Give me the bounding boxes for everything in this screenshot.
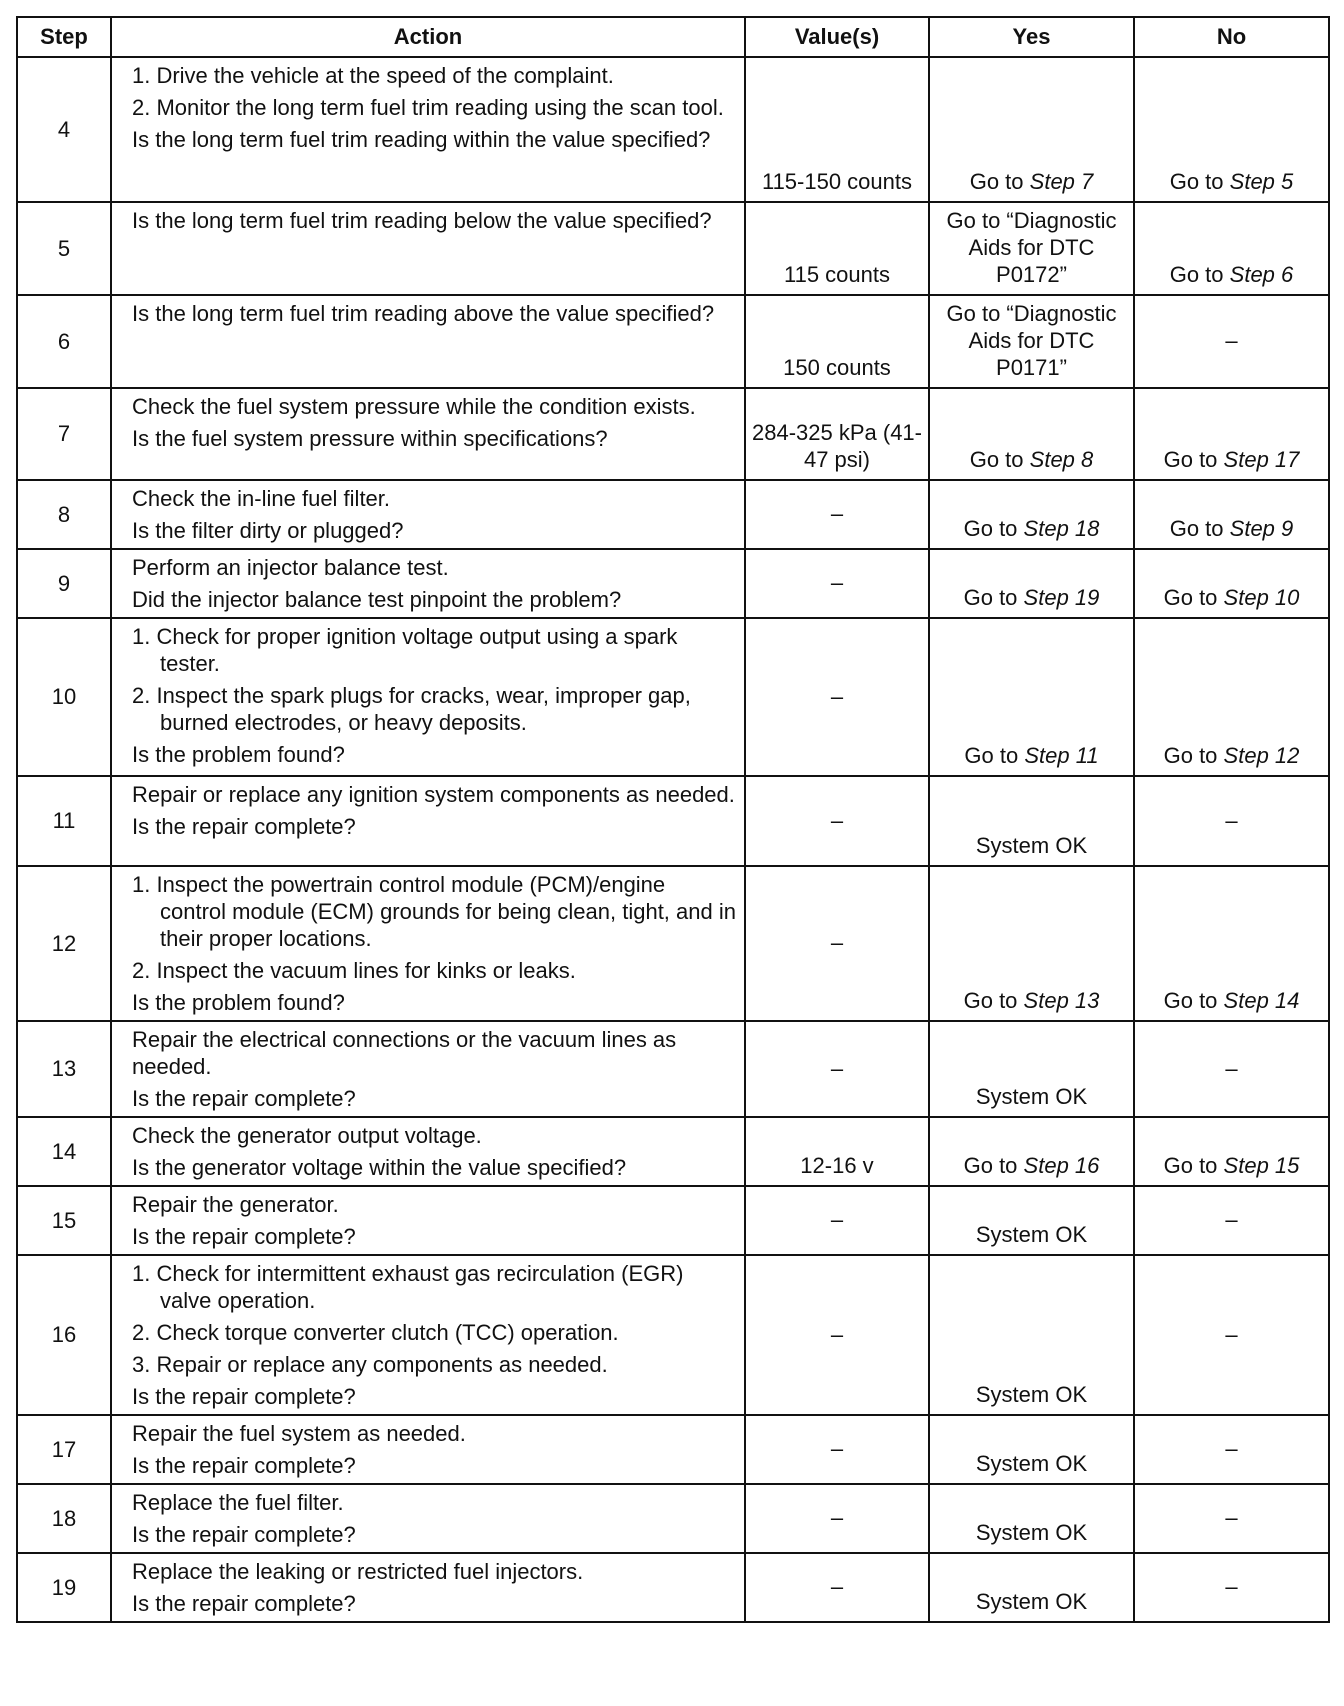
table-header-row — [17, 17, 1329, 57]
step-number: 13 — [17, 1021, 111, 1117]
action-question: Is the repair complete? — [132, 1591, 356, 1616]
table-row — [17, 1021, 1329, 1117]
action-cell — [111, 1021, 745, 1117]
yes-cell — [929, 549, 1134, 618]
action-question: Is the fuel system pressure within specifications? — [132, 426, 608, 451]
action-cell — [111, 549, 745, 618]
step-number: 19 — [17, 1553, 111, 1622]
goto-step-link: Step 16 — [1023, 1153, 1100, 1178]
action-question: Did the injector balance test pinpoint the problem? — [132, 587, 622, 612]
step-number: 12 — [17, 866, 111, 1021]
goto-prefix: Go to — [1169, 516, 1224, 541]
action-item: Check the generator output voltage. — [132, 1123, 482, 1148]
action-question: Is the repair complete? — [132, 1384, 356, 1409]
step-number: 7 — [17, 388, 111, 480]
goto-step-link: Step 15 — [1223, 1153, 1300, 1178]
header-step: Step — [17, 17, 111, 57]
no-cell — [1134, 57, 1329, 202]
goto-step-link: Step 6 — [1229, 262, 1294, 287]
step-number: 15 — [17, 1186, 111, 1255]
table-row — [17, 57, 1329, 202]
action-item: 2. Inspect the vacuum lines for kinks or leaks. — [132, 958, 576, 983]
value-cell: – — [745, 1553, 929, 1622]
yes-cell: Go to “Diagnostic Aids for DTC P0171” — [929, 295, 1134, 388]
value-cell: – — [745, 1415, 929, 1484]
action-item: 3. Repair or replace any components as needed. — [132, 1352, 608, 1377]
no-cell: – — [1134, 1255, 1329, 1415]
goto-prefix: Go to — [1169, 262, 1224, 287]
yes-cell: System OK — [929, 1415, 1134, 1484]
step-number: 5 — [17, 202, 111, 295]
action-question: Is the problem found? — [132, 990, 345, 1015]
value-cell: – — [745, 1484, 929, 1553]
no-cell — [1134, 1117, 1329, 1186]
step-number: 9 — [17, 549, 111, 618]
step-number: 14 — [17, 1117, 111, 1186]
action-item: Check the fuel system pressure while the condition exists. — [132, 394, 696, 419]
table-row — [17, 1186, 1329, 1255]
action-question: Is the filter dirty or plugged? — [132, 518, 404, 543]
action-item: Replace the fuel filter. — [132, 1490, 344, 1515]
action-cell — [111, 1484, 745, 1553]
step-number: 17 — [17, 1415, 111, 1484]
value-cell: 284-325 kPa (41-47 psi) — [745, 388, 929, 480]
yes-cell: System OK — [929, 1484, 1134, 1553]
table-row — [17, 549, 1329, 618]
no-cell: – — [1134, 295, 1329, 388]
no-cell: – — [1134, 1021, 1329, 1117]
table-row — [17, 1484, 1329, 1553]
action-question: Is the problem found? — [132, 742, 345, 767]
yes-cell — [929, 618, 1134, 776]
goto-prefix: Go to — [964, 743, 1019, 768]
action-item: 1. Check for intermittent exhaust gas recirculation (EGR) valve operation. — [132, 1261, 684, 1313]
action-question: Is the repair complete? — [132, 1086, 356, 1111]
action-item: 1. Check for proper ignition voltage output using a spark tester. — [132, 624, 678, 676]
yes-cell: System OK — [929, 1021, 1134, 1117]
goto-prefix: Go to — [963, 516, 1018, 541]
yes-cell — [929, 57, 1134, 202]
value-cell: – — [745, 866, 929, 1021]
goto-prefix: Go to — [969, 169, 1024, 194]
action-question: Is the long term fuel trim reading below the value specified? — [132, 208, 712, 233]
action-item: 2. Inspect the spark plugs for cracks, wear, improper gap, burned electrodes, or heavy deposits. — [132, 683, 691, 735]
no-cell — [1134, 202, 1329, 295]
goto-step-link: Step 17 — [1223, 447, 1300, 472]
no-cell: – — [1134, 1553, 1329, 1622]
goto-step-link: Step 13 — [1023, 988, 1100, 1013]
goto-prefix: Go to — [1163, 585, 1218, 610]
action-cell — [111, 776, 745, 866]
action-item: Repair the fuel system as needed. — [132, 1421, 466, 1446]
action-cell — [111, 1255, 745, 1415]
table-row — [17, 1255, 1329, 1415]
goto-step-link: Step 11 — [1024, 743, 1099, 768]
yes-cell — [929, 1117, 1134, 1186]
goto-prefix: Go to — [1163, 743, 1218, 768]
goto-prefix: Go to — [963, 988, 1018, 1013]
action-item: Repair the generator. — [132, 1192, 339, 1217]
step-number: 16 — [17, 1255, 111, 1415]
table-row — [17, 202, 1329, 295]
value-cell: – — [745, 1021, 929, 1117]
header-yes: Yes — [929, 17, 1134, 57]
action-item: Repair the electrical connections or the vacuum lines as needed. — [132, 1027, 677, 1079]
value-cell: 150 counts — [745, 295, 929, 388]
step-number: 11 — [17, 776, 111, 866]
action-question: Is the repair complete? — [132, 814, 356, 839]
table-row — [17, 618, 1329, 776]
yes-cell: System OK — [929, 1186, 1134, 1255]
yes-cell: System OK — [929, 1553, 1134, 1622]
action-item: Replace the leaking or restricted fuel injectors. — [132, 1559, 584, 1584]
goto-step-link: Step 19 — [1023, 585, 1100, 610]
table-row — [17, 1117, 1329, 1186]
action-question: Is the repair complete? — [132, 1522, 356, 1547]
value-cell: – — [745, 776, 929, 866]
yes-cell — [929, 388, 1134, 480]
goto-prefix: Go to — [969, 447, 1024, 472]
value-cell: – — [745, 1186, 929, 1255]
value-cell: 115-150 counts — [745, 57, 929, 202]
no-cell — [1134, 866, 1329, 1021]
yes-cell — [929, 480, 1134, 549]
table-row — [17, 866, 1329, 1021]
step-number: 6 — [17, 295, 111, 388]
action-question: Is the repair complete? — [132, 1224, 356, 1249]
action-question: Is the long term fuel trim reading above the value specified? — [132, 301, 715, 326]
goto-prefix: Go to — [1163, 447, 1218, 472]
yes-cell: System OK — [929, 776, 1134, 866]
table-body — [17, 57, 1329, 1622]
goto-prefix: Go to — [1163, 1153, 1218, 1178]
goto-step-link: Step 7 — [1029, 169, 1094, 194]
action-cell — [111, 1117, 745, 1186]
table-row — [17, 480, 1329, 549]
action-item: 1. Inspect the powertrain control module (PCM)/engine control module (ECM) grounds for being clean, tight, and in their proper locations. — [132, 872, 736, 951]
no-cell — [1134, 480, 1329, 549]
no-cell: – — [1134, 1415, 1329, 1484]
value-cell: 12-16 v — [745, 1117, 929, 1186]
no-cell: – — [1134, 1484, 1329, 1553]
action-cell — [111, 388, 745, 480]
action-cell — [111, 57, 745, 202]
step-number: 18 — [17, 1484, 111, 1553]
action-cell — [111, 1186, 745, 1255]
table-row — [17, 776, 1329, 866]
action-item: 1. Drive the vehicle at the speed of the complaint. — [132, 63, 614, 88]
action-cell — [111, 202, 745, 295]
table-row — [17, 295, 1329, 388]
action-cell — [111, 1553, 745, 1622]
no-cell — [1134, 549, 1329, 618]
step-number: 10 — [17, 618, 111, 776]
value-cell: – — [745, 480, 929, 549]
header-values: Value(s) — [745, 17, 929, 57]
action-item: Repair or replace any ignition system components as needed. — [132, 782, 735, 807]
value-cell: 115 counts — [745, 202, 929, 295]
value-cell: – — [745, 1255, 929, 1415]
table-row — [17, 1415, 1329, 1484]
action-cell — [111, 480, 745, 549]
goto-step-link: Step 9 — [1229, 516, 1294, 541]
action-cell — [111, 1415, 745, 1484]
yes-cell — [929, 866, 1134, 1021]
no-cell: – — [1134, 1186, 1329, 1255]
header-action: Action — [111, 17, 745, 57]
action-question: Is the repair complete? — [132, 1453, 356, 1478]
yes-cell: System OK — [929, 1255, 1134, 1415]
goto-prefix: Go to — [1169, 169, 1224, 194]
action-cell — [111, 295, 745, 388]
action-item: 2. Check torque converter clutch (TCC) operation. — [132, 1320, 619, 1345]
action-item: Perform an injector balance test. — [132, 555, 449, 580]
action-cell — [111, 618, 745, 776]
goto-prefix: Go to — [963, 1153, 1018, 1178]
action-cell — [111, 866, 745, 1021]
action-question: Is the generator voltage within the value specified? — [132, 1155, 627, 1180]
action-question: Is the long term fuel trim reading within the value specified? — [132, 127, 711, 152]
action-item: Check the in-line fuel filter. — [132, 486, 391, 511]
goto-step-link: Step 10 — [1223, 585, 1300, 610]
no-cell — [1134, 388, 1329, 480]
diagnostic-table — [16, 16, 1330, 1623]
goto-step-link: Step 5 — [1229, 169, 1294, 194]
action-item: 2. Monitor the long term fuel trim reading using the scan tool. — [132, 95, 724, 120]
header-no: No — [1134, 17, 1329, 57]
goto-step-link: Step 12 — [1223, 743, 1300, 768]
goto-prefix: Go to — [1163, 988, 1218, 1013]
yes-cell: Go to “Diagnostic Aids for DTC P0172” — [929, 202, 1134, 295]
no-cell — [1134, 618, 1329, 776]
goto-prefix: Go to — [963, 585, 1018, 610]
no-cell: – — [1134, 776, 1329, 866]
step-number: 4 — [17, 57, 111, 202]
goto-step-link: Step 14 — [1223, 988, 1300, 1013]
goto-step-link: Step 18 — [1023, 516, 1100, 541]
value-cell: – — [745, 549, 929, 618]
value-cell: – — [745, 618, 929, 776]
goto-step-link: Step 8 — [1029, 447, 1094, 472]
table-row — [17, 1553, 1329, 1622]
step-number: 8 — [17, 480, 111, 549]
table-row — [17, 388, 1329, 480]
